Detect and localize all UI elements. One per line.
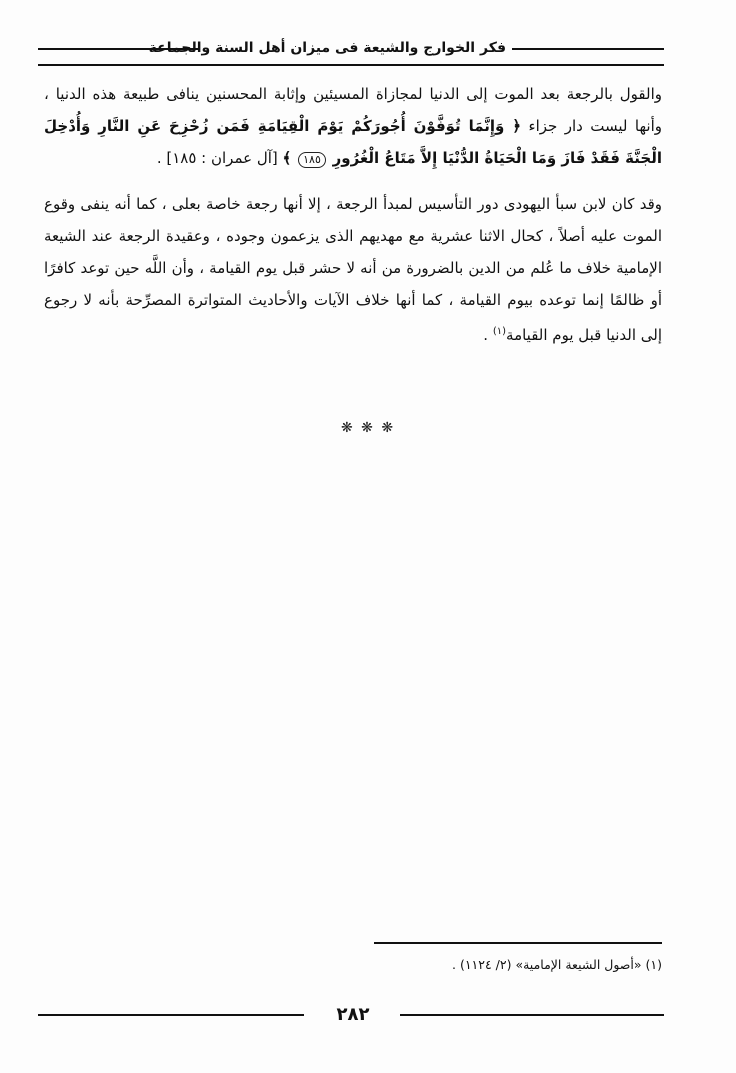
footnote: (١) «أصول الشيعة الإمامية» (٢/ ١١٢٤) .	[452, 957, 662, 972]
paragraph-1	[44, 78, 662, 174]
running-header	[38, 32, 664, 66]
header-underline	[38, 64, 664, 66]
page-footer	[38, 1003, 664, 1027]
paragraph-1-text: والقول بالرجعة بعد الموت إلى الدنيا لمجازاة المسيئين وإثابة المحسنين ينافى طبيعة هذه الدنيا ، وأنها ليست دار جزاء	[44, 85, 662, 135]
section-separator: ❋ ❋ ❋	[340, 420, 396, 436]
main-text	[44, 78, 662, 351]
paragraph-2-end: .	[483, 326, 493, 344]
footer-rule-left	[38, 1014, 304, 1016]
verse-reference: [آل عمران : ١٨٥] .	[156, 149, 278, 167]
verse-number-badge: ١٨٥	[298, 152, 326, 168]
quran-bracket-close: ﴾	[282, 149, 292, 167]
header-title: فكر الخوارج والشيعة فى ميزان أهل السنة والجماعة	[148, 40, 506, 56]
footnote-rule	[374, 942, 662, 944]
quran-verse: ﴿ وَإِنَّمَا تُوَفَّوْنَ أُجُورَكُمْ يَوْمَ الْقِيَامَةِ فَمَن زُحْزِحَ عَنِ النَّارِ وَأُدْخِلَ الْجَنَّةَ فَقَدْ فَازَ وَمَا الْحَيَاةُ الدُّنْيَا إِلاَّ مَتَاعُ الْغُرُورِ	[44, 117, 662, 167]
footnote-marker[interactable]: (١)	[492, 326, 507, 337]
paragraph-2-text: وقد كان لابن سبأ اليهودى دور التأسيس لمبدأ الرجعة ، إلا أنها رجعة خاصة بعلى ، كما أنه ينفى وقوع الموت عليه أصلاً ، كحال الاثنا عشرية مع مهديهم الذى يزعمون وجوده ، وعقيدة الرجعة عند الشيعة الإمامية خلاف ما عُلم من الدين بالضرورة من أنه لا حشر قبل يوم القيامة ، وأن اللَّه حين توعد كافرًا أو ظالمًا إنما توعده بيوم القيامة ، كما أنها خلاف الآيات والأحاديث المتواترة المصرِّحة بأنه لا رجوع إلى الدنيا قبل يوم القيامة	[44, 195, 662, 344]
paragraph-2	[44, 188, 662, 351]
header-rule-right	[512, 48, 664, 50]
page-number: ٢٨٢	[336, 1004, 370, 1025]
footer-rule-right	[400, 1014, 664, 1016]
